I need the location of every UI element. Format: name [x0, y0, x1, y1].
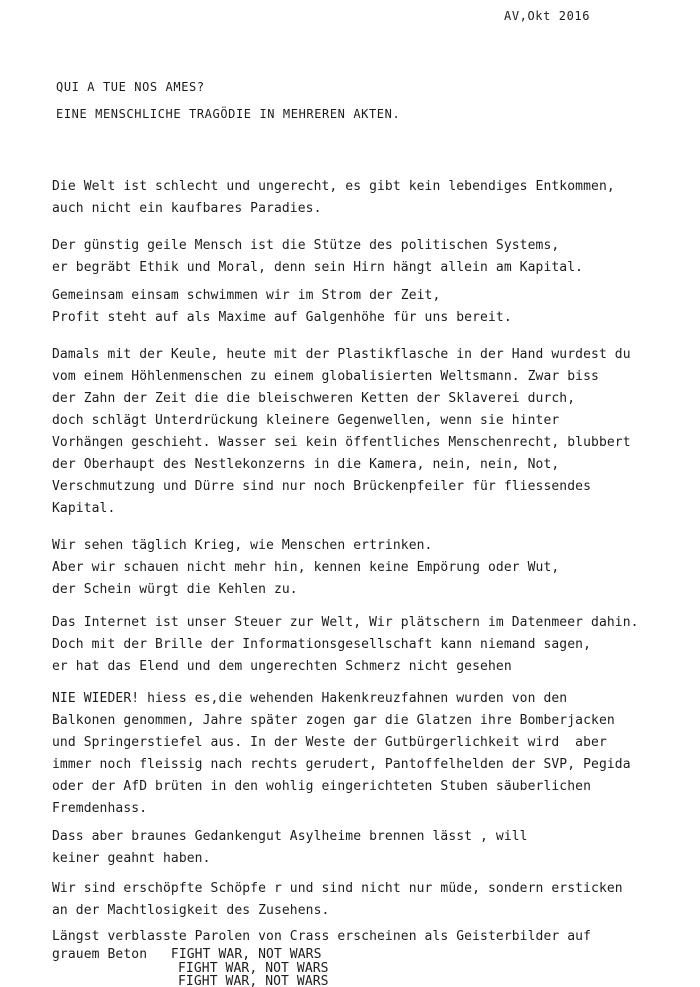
body-line: Aber wir schauen nicht mehr hin, kennen keine Empörung oder Wut,	[52, 560, 560, 575]
body-line: der Schein würgt die Kehlen zu.	[52, 582, 298, 597]
body-line: oder der AfD brüten in den wohlig eingerichteten Stuben säuberlichen	[52, 779, 592, 794]
body-line: er begräbt Ethik und Moral, denn sein Hirn hängt allein am Kapital.	[52, 260, 584, 275]
body-line: Das Internet ist unser Steuer zur Welt, Wir plätschern im Datenmeer dahin.	[52, 615, 639, 630]
body-line: Profit steht auf als Maxime auf Galgenhöhe für uns bereit.	[52, 310, 512, 325]
body-line: grauem Beton FIGHT WAR, NOT WARS	[52, 947, 322, 962]
body-line: NIE WIEDER! hiess es,die wehenden Hakenkreuzfahnen wurden von den	[52, 691, 568, 706]
body-line: Wir sind erschöpfte Schöpfe r und sind nicht nur müde, sondern ersticken	[52, 881, 623, 896]
body-line: Verschmutzung und Dürre sind nur noch Brückenpfeiler für fliessendes	[52, 479, 592, 494]
slogan-repeat: FIGHT WAR, NOT WARS	[178, 974, 329, 987]
body-line: der Oberhaupt des Nestlekonzerns in die Kamera, nein, nein, Not,	[52, 457, 560, 472]
body-line: Dass aber braunes Gedankengut Asylheime brennen lässt , will	[52, 829, 528, 844]
body-line: Balkonen genommen, Jahre später zogen gar die Glatzen ihre Bomberjacken	[52, 713, 615, 728]
body-line: an der Machtlosigkeit des Zusehens.	[52, 903, 330, 918]
title-line-2: EINE MENSCHLICHE TRAGÖDIE IN MEHREREN AKTEN.	[56, 107, 401, 121]
body-line: auch nicht ein kaufbares Paradies.	[52, 201, 322, 216]
body-line: keiner geahnt haben.	[52, 851, 211, 866]
body-line: Vorhängen geschieht. Wasser sei kein öffentliches Menschenrecht, blubbert	[52, 435, 631, 450]
body-line: immer noch fleissig nach rechts gerudert, Pantoffelhelden der SVP, Pegida	[52, 757, 631, 772]
title-line-1: QUI A TUE NOS AMES?	[56, 80, 205, 94]
body-line: Längst verblasste Parolen von Crass erscheinen als Geisterbilder auf	[52, 929, 592, 944]
body-line: doch schlägt Unterdrückung kleinere Gegenwellen, wenn sie hinter	[52, 413, 560, 428]
body-line: Die Welt ist schlecht und ungerecht, es gibt kein lebendiges Entkommen,	[52, 179, 615, 194]
body-line: vom einem Höhlenmenschen zu einem globalisierten Weltsmann. Zwar biss	[52, 369, 599, 384]
body-line: er hat das Elend und dem ungerechten Schmerz nicht gesehen	[52, 659, 512, 674]
body-line: der Zahn der Zeit die die bleischweren Ketten der Sklaverei durch,	[52, 391, 576, 406]
dateline: AV,Okt 2016	[504, 9, 591, 23]
slogan-repeat: FIGHT WAR, NOT WARS	[178, 961, 329, 976]
body-line: und Springerstiefel aus. In der Weste der Gutbürgerlichkeit wird aber	[52, 735, 607, 750]
body-line: Kapital.	[52, 501, 116, 516]
body-line: Gemeinsam einsam schwimmen wir im Strom der Zeit,	[52, 288, 441, 303]
body-line: Damals mit der Keule, heute mit der Plastikflasche in der Hand wurdest du	[52, 347, 631, 362]
body-line: Wir sehen täglich Krieg, wie Menschen ertrinken.	[52, 538, 433, 553]
body-line: Der günstig geile Mensch ist die Stütze des politischen Systems,	[52, 238, 560, 253]
body-line: Doch mit der Brille der Informationsgesellschaft kann niemand sagen,	[52, 637, 592, 652]
body-line: Fremdenhass.	[52, 801, 148, 816]
